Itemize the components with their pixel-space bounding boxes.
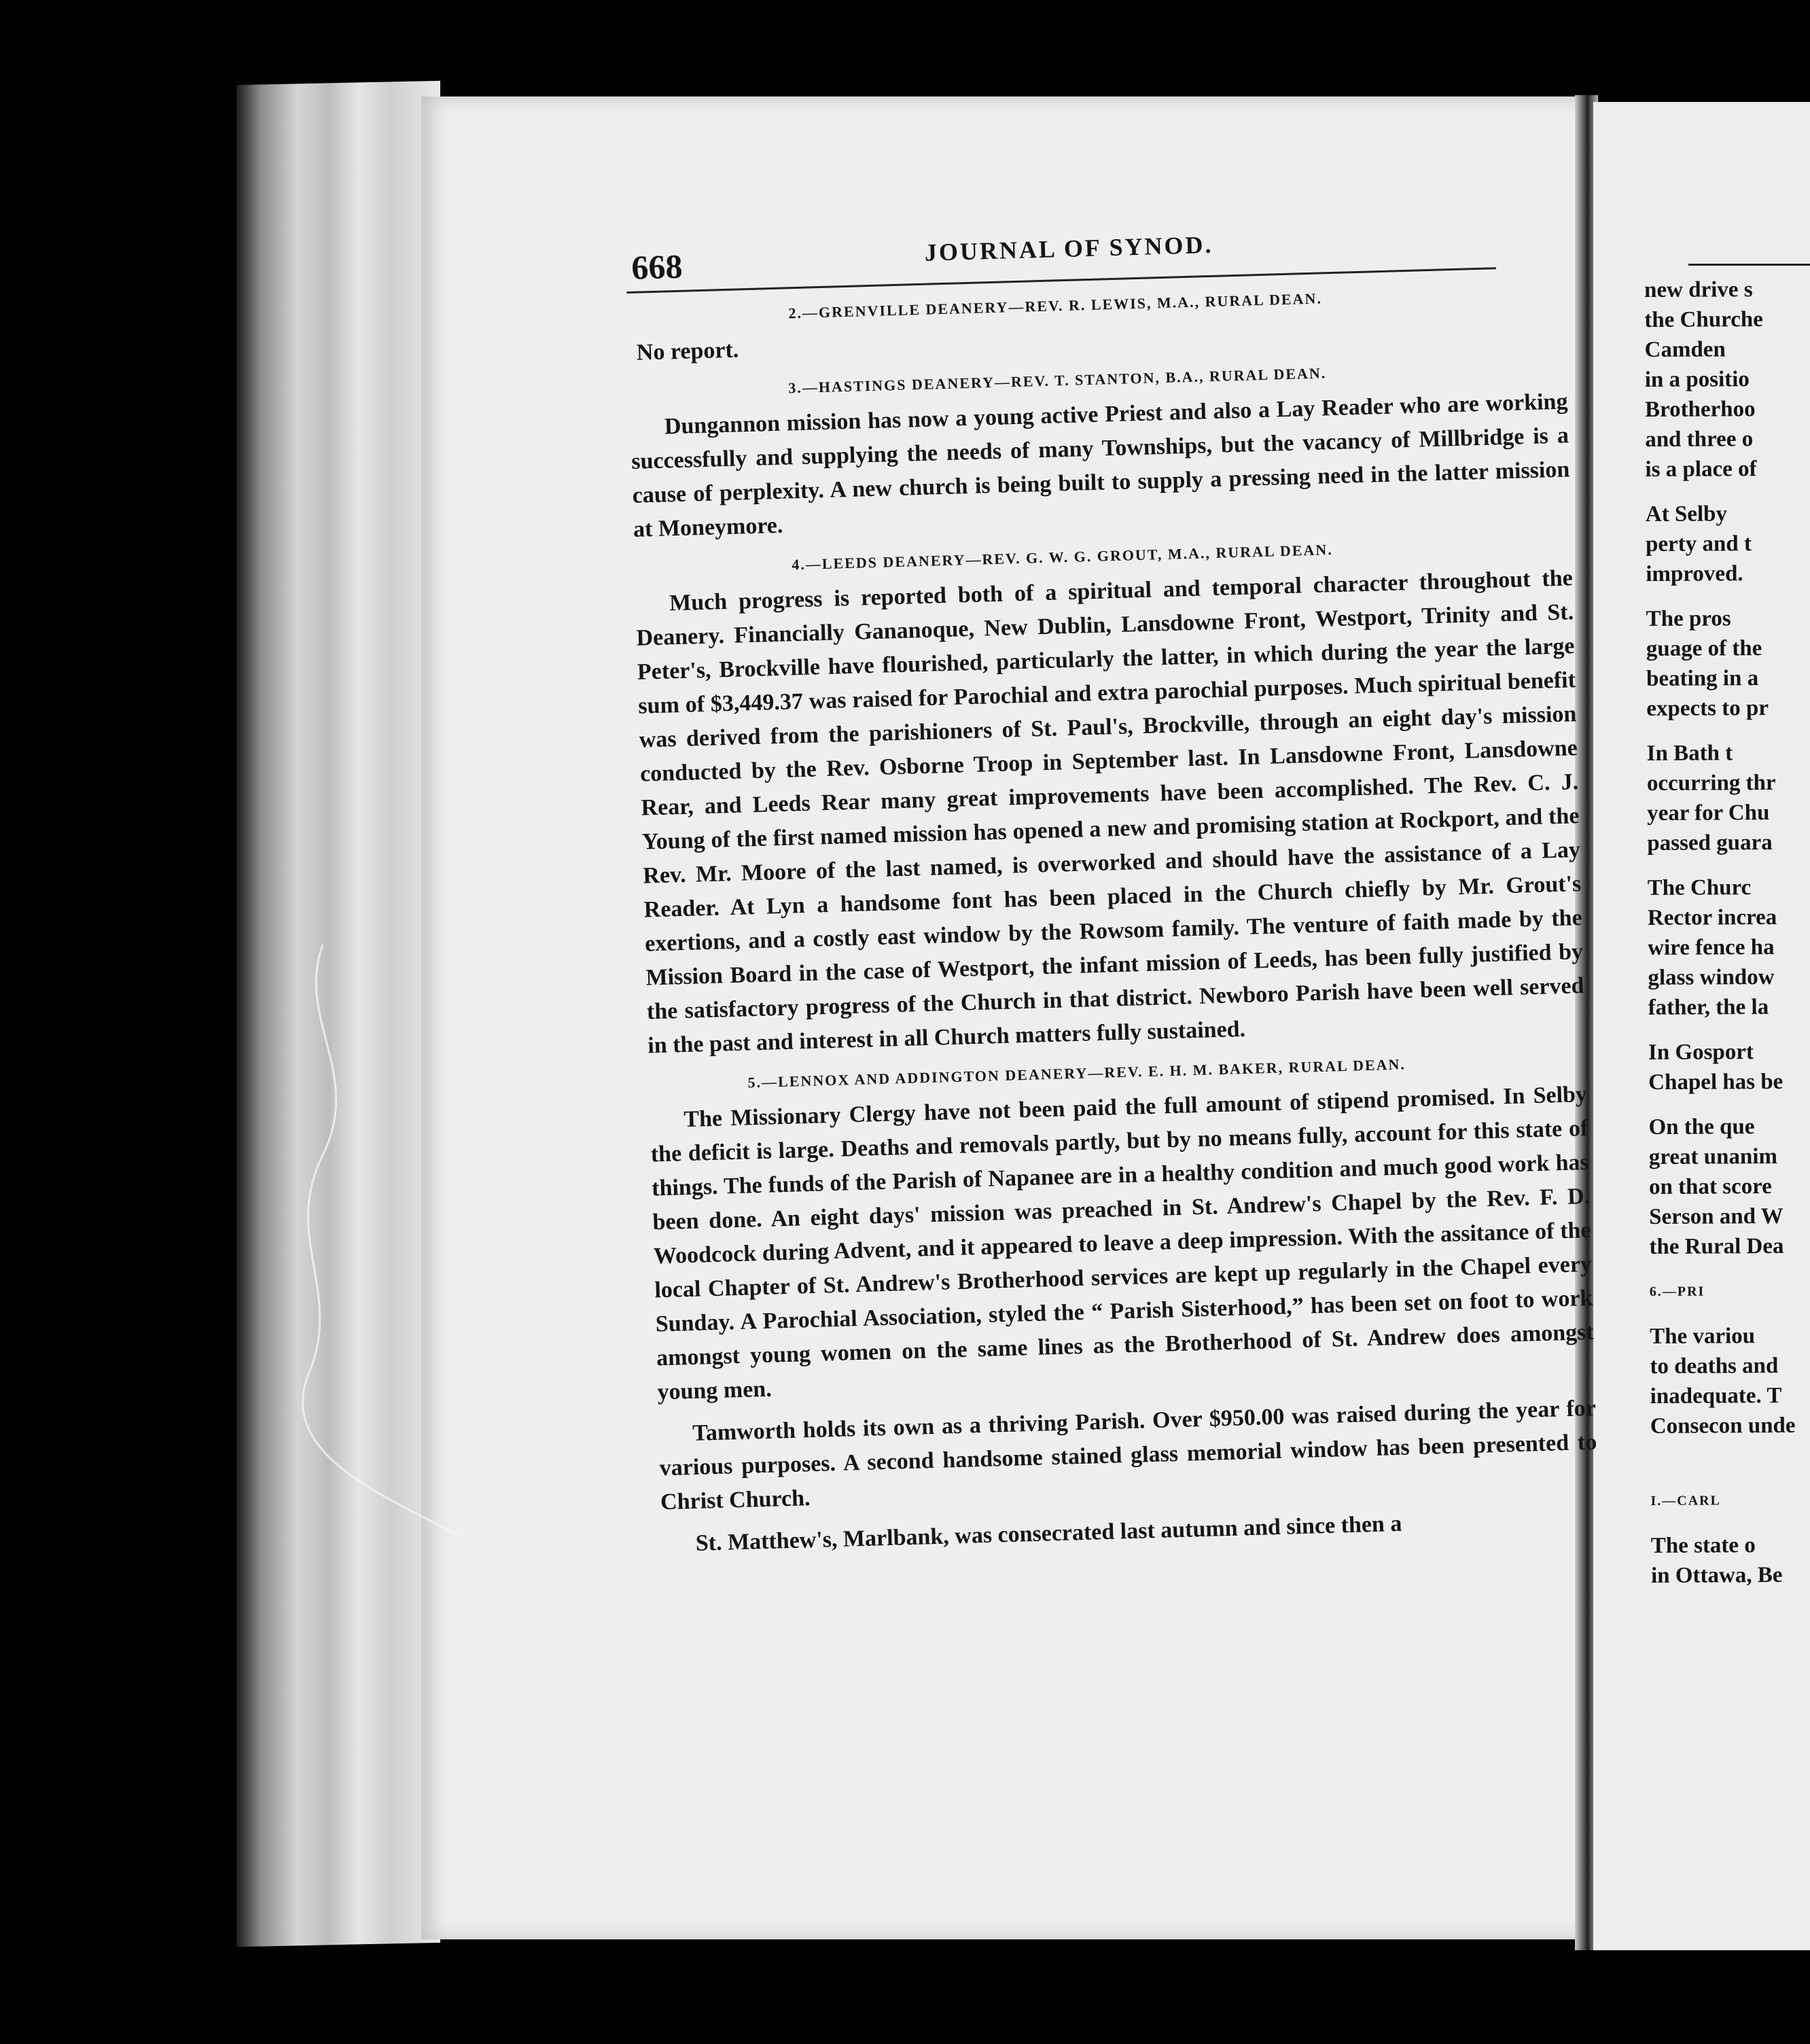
right-page-line: on that score [1648,1174,1772,1199]
section-lennox-addington [649,1051,1599,1562]
right-page-line: Rector increa [1647,904,1777,930]
right-page-line: The pros [1646,606,1731,631]
section-heading: 5.—LENNOX AND ADDINGTON DEANERY—REV. E. H. M. BAKER, RURAL DEAN. [747,1055,1406,1091]
right-page-line: to deaths and [1650,1353,1779,1379]
right-page-line: The Churc [1647,875,1752,900]
right-page-line: father, the la [1648,995,1769,1020]
right-page-line: glass window [1648,965,1775,990]
right-page-line [1647,858,1810,873]
right-page-line: new drive s [1644,277,1753,302]
right-page-line [1650,1261,1810,1277]
running-title: JOURNAL OF SYNOD. [924,230,1214,266]
right-page-line [1651,1515,1810,1531]
right-page-line: improved. [1646,561,1743,586]
section-paragraph: Tamworth holds its own as a thriving Parish. Over $950.00 was raised during the year for various purposes. A second handsome stained glass memorial window has been presented to Christ Church. [659,1395,1597,1515]
right-page-line: occurring thr [1646,770,1776,796]
right-page-line: Brotherhoo [1644,397,1756,422]
right-page-line: wire fence ha [1648,935,1775,960]
right-page-line [1650,1306,1810,1322]
right-page-line: the Rural Dea [1649,1233,1784,1259]
right-page-line [1650,1470,1810,1486]
right-page-line: The state o [1650,1533,1756,1558]
right-page-line: Consecon unde [1650,1413,1796,1439]
film-scratch-mark [282,938,486,1549]
right-page-line: great unanim [1648,1144,1778,1169]
right-page-line: beating in a [1646,666,1759,691]
right-page-line: inadequate. T [1650,1383,1782,1409]
right-page-line: year for Chu [1647,800,1770,826]
right-page-line: The variou [1650,1324,1756,1349]
right-page-line [1646,484,1810,499]
right-page-line [1648,1022,1810,1038]
right-page-line: In Gosport [1648,1040,1754,1065]
right-page-line: Camden [1644,337,1726,362]
section-heading: 4.—LEEDS DEANERY—REV. G. W. G. GROUT, M.A., RURAL DEAN. [791,541,1334,574]
right-page-line: 6.—PRI [1649,1284,1705,1299]
section-paragraph: The Missionary Clergy have not been paid the full amount of stipend promised. In Selby the deficit is large. Deaths and removals partly, but by no means fully, account for this state of things. The funds of the Parish of Napanee are in a healthy condition and much good work has been done. An eight days' mission was preached in St. Andrew's Chapel by the Rev. F. D. Woodcock during Advent, and it appeared to leave a deep impression. With the assitance of the local Chapter of St. Andrew's Brotherhood services are kept up regularly in the Chapel every Sunday. A Parochial Association, styled the “ Parish Sisterhood,” has been set on foot to work amongst young women on the same lines as the Brotherhood of St. Andrew does amongst young men. [650,1081,1595,1405]
right-page-line: perty and t [1645,531,1752,557]
right-page-line: in a positio [1644,367,1750,392]
right-page-line: the Churche [1644,307,1763,332]
right-page-line: guage of the [1646,636,1762,661]
right-page-line: In Bath t [1646,741,1733,766]
right-page-line: expects to pr [1646,696,1769,721]
section-leeds [634,534,1585,1063]
section-heading: 2.—GRENVILLE DEANERY—REV. R. LEWIS, M.A., RURAL DEAN. [788,289,1323,322]
right-page-line [1650,1441,1810,1456]
right-page-line: I.—CARL [1650,1493,1721,1509]
right-page-line [1646,588,1810,604]
right-page-line: Serson and W [1649,1203,1784,1229]
right-page-line: Chapel has be [1648,1069,1784,1095]
right-page-line: in Ottawa, Be [1650,1562,1783,1588]
section-heading: 3.—HASTINGS DEANERY—REV. T. STANTON, B.A., RURAL DEAN. [787,364,1327,397]
left-page-text [625,208,1599,1570]
right-page-text [1644,275,1810,1591]
right-page-line: and three o [1645,427,1754,452]
section-hastings [629,357,1571,546]
section-paragraph: Dungannon mission has now a young active Priest and also a Lay Reader who are working successfully and supplying the needs of many Townships, but the vacancy of Millbridge is a cause of perplexity. A new church is being built to supply a pressing need in the latter mission at Moneymore. [631,389,1570,542]
section-paragraph: St. Matthew's, Marlbank, was consecrated last autumn and since then a [695,1511,1402,1556]
section-paragraph: Much progress is reported both of a spiritual and temporal character throughout the Deanery. Financially Gananoque, New Dublin, Lansdowne Front, Westport, Trinity and St. Peter's, Brockville have flourished, particularly the latter, in which during the year the large sum of $3,449.37 was raised for Parochial and extra parochial purposes. Much spiritual benefit was derived from the parishioners of St. Paul's, Brockville, through an eight day's mission conducted by the Rev. Osborne Troop in September last. In Lansdowne Front, Lansdowne Rear, and Leeds Rear many great improvements have been accomplished. The Rev. C. J. Young of the first named mission has opened a new and promising station at Rockport, and the Rev. Mr. Moore of the last named, is overworked and should have the assistance of a Lay Reader. At Lyn a handsome font has been placed in the Church chiefly by Mr. Grout's exertions, and a costly east window by the Rowsom family. The venture of faith made by the Mission Board in the case of Westport, the infant mission of Leeds, has been fully justified by the satisfactory progress of the Church in that district. Newboro Parish have been well served in the past and interest in all Church matters fully sustained. [636,565,1584,1059]
right-page-line [1648,1097,1810,1112]
section-grenville [627,283,1566,370]
right-header-rule [1688,264,1810,266]
page-number: 668 [631,247,684,287]
right-page-line [1646,723,1810,739]
section-paragraph: No report. [636,337,739,366]
right-page-line: On the que [1648,1114,1755,1140]
right-page-line [1650,1456,1810,1471]
right-page-line: is a place of [1645,457,1757,482]
right-page-line: At Selby [1645,501,1728,527]
right-page-line: passed guara [1647,830,1773,856]
